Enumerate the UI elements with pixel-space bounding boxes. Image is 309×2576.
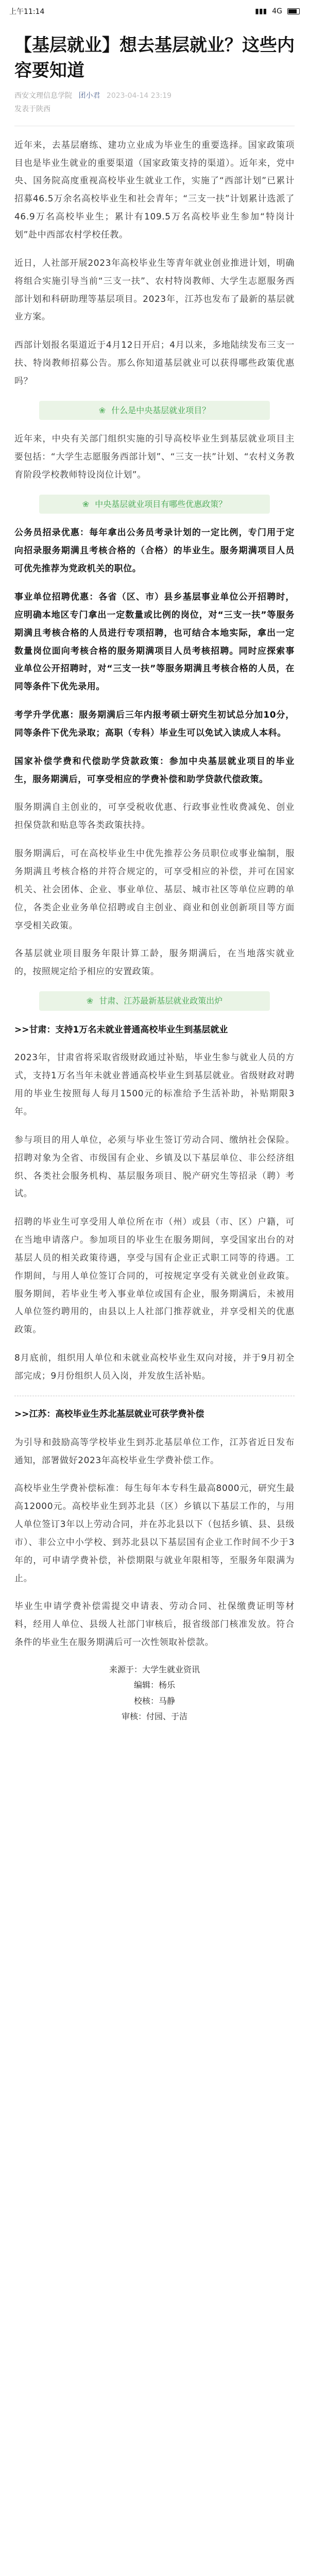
paragraph-intro-2: 近日，人社部开展2023年高校毕业生等青年就业创业推进计划，明确将组合实施引导当前“三支一扶”、农村特岗教师、大学生志愿服务西部计划和科研助理等基层项目。2023年，江苏也发布了最新的基层就业方案。 xyxy=(14,258,295,323)
jiangsu-heading: >>江苏：高校毕业生苏北基层就业可获学费补偿 xyxy=(14,1409,204,1419)
article-author[interactable]: 团小君 xyxy=(78,91,100,100)
status-bar xyxy=(0,0,309,23)
article-date: 2023-04-14 23:19 xyxy=(106,91,172,100)
article-meta xyxy=(14,89,295,116)
article-footer xyxy=(14,1662,295,1725)
section-banner-2 xyxy=(39,495,270,514)
section-banner-3 xyxy=(39,991,270,1011)
paragraph-projects: 近年来，中央有关部门组织实施的引导高校毕业生到基层就业项目主要包括：“大学生志愿服务西部计划”、“三支一扶”计划、“农村义务教育阶段学校教师特设岗位计划”。 xyxy=(14,434,295,481)
article-content xyxy=(0,23,309,1725)
jiangsu-paragraph-2: 高校毕业生学费补偿标准：每生每年本专科生最高8000元，研究生最高12000元。高校毕业生到苏北县（区）乡镇以下基层工作的，与用人单位签订3年以上劳动合同，并在苏北县以下（包括乡镇、县、县级市）、非公立中小学校、到苏北县以下基层国有企业工作时间不少于3年的，可申请学费补偿，补偿期限与就业年限相等，至服务年限满为止。 xyxy=(14,1483,295,1584)
paragraph-seniority: 各基层就业项目服务年限计算工龄，服务期满后，在当地落实就业的，按照规定给予相应的安置政策。 xyxy=(14,948,295,977)
gansu-paragraph-4: 8月底前，组织用人单位和未就业高校毕业生双向对接，并于9月初全部完成；9月份组织人员入岗，并发放生活补贴。 xyxy=(14,1353,295,1381)
article-location: 发表于陕西 xyxy=(14,105,50,114)
network-label: 4G xyxy=(272,7,282,15)
footer-reviewer: 校核：马静 xyxy=(133,1696,175,1706)
signal-icon: ▮▮▮ xyxy=(255,7,267,15)
leaf-icon: ❀ xyxy=(98,405,106,415)
paragraph-intro-1: 近年来，去基层磨练、建功立业成为毕业生的重要选择。国家政策项目也是毕业生就业的重要渠道（国家政策支持的渠道）。近年来，党中央、国务院高度重视高校毕业生就业工作，实施了“西部计划”已累计招募46.5万余名高校毕业生和社会青年；“三支一扶”计划累计选派了46.9万名高校毕业生；累计有109.5万名高校毕业生参加“特岗计划”赴中西部农村学校任教。 xyxy=(14,140,295,240)
article-title: 【基层就业】想去基层就业？这些内容要知道 xyxy=(14,35,295,81)
footer-source: 来源于：大学生就业资讯 xyxy=(109,1664,200,1674)
leaf-icon: ❀ xyxy=(86,996,94,1006)
banner-label-2: 中央基层就业项目有哪些优惠政策？ xyxy=(95,499,227,509)
gansu-heading: >>甘肃：支持1万名未就业普通高校毕业生到基层就业 xyxy=(14,1024,228,1035)
footer-reviewer-2: 审核：付园、于洁 xyxy=(121,1711,187,1722)
status-time: 上午11:14 xyxy=(9,8,45,16)
paragraph-entrepreneurship: 服务期满自主创业的，可享受税收优惠、行政事业性收费减免、创业担保贷款和贴息等各类政策扶持。 xyxy=(14,802,295,831)
section-banner-1 xyxy=(39,401,270,420)
paragraph-tuition: 国家补偿学费和代偿助学贷款政策：参加中央基层就业项目的毕业生，服务期满后，可享受相应的学费补偿和助学贷款代偿政策。 xyxy=(14,756,295,785)
gansu-paragraph-3: 招聘的毕业生可享受用人单位所在市（州）或县（市、区）户籍，可在当地申请落户。参加项目的毕业生在服务期间，享受国家出台的对基层人员的相关政策待遇，享受与国有企业正式职工同等的待遇。工作期间，与用人单位签订合同的，可按规定享受有关就业创业政策。服务期间，若毕业生考入事业单位或国有企业，服务期满后，未被用人单位签约聘用的，由县以上人社部门推荐就业，并享受相关的优惠政策。 xyxy=(14,1217,295,1335)
gansu-paragraph-2: 参与项目的用人单位，必须与毕业生签订劳动合同、缴纳社会保险。招聘对象为全省、市级国有企业、乡镇及以下基层单位、非公经济组织、各类社会服务机构、基层服务项目、脱产研究生等招录（聘）考试。 xyxy=(14,1134,295,1199)
gansu-paragraph-1: 2023年，甘肃省将采取省级财政通过补贴，毕业生参与就业人员的方式，支持1万名当年未就业普通高校毕业生到基层就业。省级财政对聘用的毕业生按照每人每月1500元的标准给予生活补助，补贴期限3年。 xyxy=(14,1053,295,1117)
footer-editor: 编辑：杨乐 xyxy=(133,1680,175,1690)
paragraph-intro-3: 西部计划报名渠道近于4月12日开启；4月以来，多地陆续发布三支一扶、特岗教师招募公告。那么你知道基层就业可以获得哪些政策优惠吗？ xyxy=(14,340,295,386)
paragraph-after-service: 服务期满后，可在高校毕业生中优先推荐公务员职位或事业编制，服务期满且考核合格的并符合规定的，可享受相应的补偿，并可在国家机关、社会团体、企业、事业单位、基层、城市社区等单位应聘的单位，各类企业业务单位招聘或自主创业、商业和创业创新项目等方面享受相关政策。 xyxy=(14,849,295,931)
battery-icon xyxy=(287,8,300,14)
jiangsu-paragraph-1: 为引导和鼓励高等学校毕业生到苏北基层单位工作，江苏省近日发布通知，部署做好2023年高校毕业生学费补偿工作。 xyxy=(14,1437,295,1466)
article-org[interactable]: 西安文理信息学院 xyxy=(14,91,72,100)
paragraph-public-institution: 事业单位招聘优惠：各省（区、市）县乡基层事业单位公开招聘时，应明确本地区专门拿出一定数量或比例的岗位，对“三支一扶”等服务期满且考核合格的人员进行专项招聘，也可结合本地实际，拿出一定数量岗位面向考核合格的服务期满项目人员考核招聘。同时应探索事业单位公开招聘时，对“三支一扶”等服务期满且考核合格的人员，在同等条件下优先录用。 xyxy=(14,592,295,692)
paragraph-exam-bonus: 考学升学优惠：服务期满后三年内报考硕士研究生初试总分加10分，同等条件下优先录取；高职（专科）毕业生可以免试入读成人本科。 xyxy=(14,710,295,738)
banner-label-1: 什么是中央基层就业项目？ xyxy=(111,405,211,415)
paragraph-civil-service: 公务员招录优惠：每年拿出公务员考录计划的一定比例，专门用于定向招录服务期满且考核合格的（合格）的毕业生。服务期满项目人员可优先推荐为党政机关的职位。 xyxy=(14,528,295,574)
leaf-icon: ❀ xyxy=(82,499,90,509)
status-right xyxy=(255,7,300,15)
banner-label-3: 甘肃、江苏最新基层就业政策出炉 xyxy=(99,996,223,1006)
jiangsu-paragraph-3: 毕业生申请学费补偿需提交申请表、劳动合同、社保缴费证明等材料，经用人单位、县级人社部门审核后，报省级部门核准发放。符合条件的毕业生在服务期满后可一次性领取补偿款。 xyxy=(14,1601,295,1648)
